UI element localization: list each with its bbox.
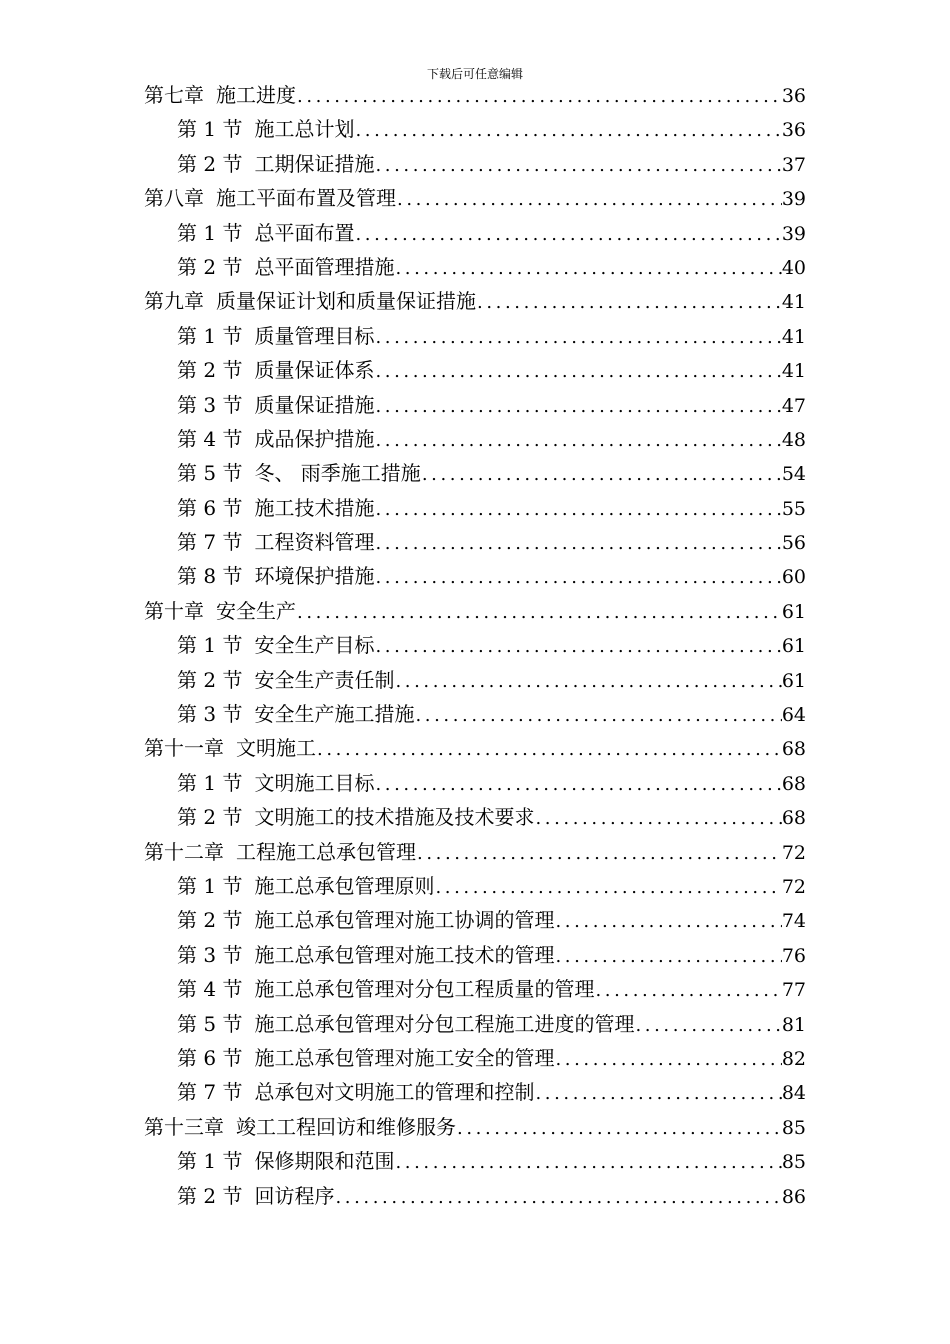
toc-page-number: 39: [781, 188, 806, 211]
toc-entry-title: 施工平面布置及管理: [216, 186, 396, 211]
toc-label-prefix: 第: [177, 1149, 197, 1174]
toc-entry-label: [177, 1041, 242, 1075]
toc-label-prefix: 第: [177, 942, 197, 967]
toc-dot-leader: [374, 149, 781, 183]
toc-label-number: 1: [203, 323, 217, 348]
toc-page-number: 55: [781, 497, 806, 520]
toc-label-suffix: 节: [222, 358, 243, 383]
toc-section-entry[interactable]: [144, 456, 806, 490]
toc-entry-label: [177, 663, 242, 697]
toc-label-suffix: 节: [222, 323, 243, 348]
toc-label-number: 2: [203, 1183, 217, 1208]
toc-dot-leader: [421, 458, 782, 492]
toc-entry-title: 安全生产: [216, 598, 296, 623]
toc-label-prefix: 第: [177, 323, 197, 348]
toc-dot-leader: [316, 733, 782, 767]
toc-label-suffix: 节: [222, 977, 243, 1002]
toc-label-number: 7: [203, 530, 217, 555]
toc-page-number: 36: [781, 85, 806, 107]
toc-label-suffix: 节: [222, 702, 243, 727]
toc-entry-title: 施工总承包管理对施工安全的管理: [254, 1045, 555, 1070]
toc-entry-title: 施工总计划: [254, 117, 355, 142]
toc-label-number: 2: [203, 805, 217, 830]
toc-page-number: 77: [781, 979, 806, 1002]
toc-entry-label: [177, 1075, 242, 1109]
toc-label-prefix: 第: [177, 1045, 197, 1070]
toc-label-prefix: 第: [177, 873, 197, 898]
toc-entry-title: 施工技术措施: [254, 495, 375, 520]
toc-label-prefix: 第: [177, 220, 197, 245]
toc-entry-label: [177, 903, 242, 937]
toc-label-suffix: 节: [222, 151, 243, 176]
toc-page-number: 54: [781, 463, 806, 486]
toc-entry-title: 质量保证措施: [254, 392, 375, 417]
toc-entry-title: 质量管理目标: [254, 323, 375, 348]
toc-entry-label: [177, 491, 242, 525]
toc-label-suffix: 节: [222, 117, 243, 142]
toc-section-entry[interactable]: [144, 697, 806, 731]
toc-entry-label: [177, 456, 242, 490]
toc-label-number: 6: [203, 495, 217, 520]
toc-section-entry[interactable]: [144, 491, 806, 525]
toc-entry-title: 安全生产施工措施: [254, 702, 415, 727]
toc-label-prefix: 第: [177, 254, 197, 279]
toc-label-prefix: 第: [177, 977, 197, 1002]
toc-entry-title: 工程施工总承包管理: [236, 839, 416, 864]
toc-entry-title: 成品保护措施: [254, 426, 375, 451]
toc-chapter-entry[interactable]: [144, 731, 806, 765]
toc-page-number: 85: [781, 1151, 806, 1174]
toc-label-suffix: 节: [222, 495, 243, 520]
toc-entry-label: [177, 766, 242, 800]
toc-label-prefix: 第: [177, 633, 197, 658]
toc-page-number: 84: [781, 1082, 806, 1105]
toc-label-suffix: 节: [222, 254, 243, 279]
toc-entry-title: 安全生产目标: [254, 633, 375, 658]
toc-label-number: 1: [203, 220, 217, 245]
toc-section-entry[interactable]: [144, 628, 806, 662]
toc-dot-leader: [354, 114, 781, 148]
toc-page-number: 68: [781, 807, 806, 830]
toc-page-number: 86: [781, 1185, 806, 1208]
toc-page-number: 36: [781, 119, 806, 142]
toc-label-number: 5: [203, 461, 217, 486]
toc-entry-label: [177, 559, 242, 593]
toc-entry-label: [177, 869, 242, 903]
toc-section-entry[interactable]: [144, 525, 806, 559]
toc-label-suffix: 节: [222, 1080, 243, 1105]
toc-label-number: 3: [203, 392, 217, 417]
toc-dot-leader: [394, 665, 781, 699]
toc-dot-leader: [374, 424, 781, 458]
toc-label-number: 2: [203, 908, 217, 933]
table-of-contents: [144, 78, 806, 1213]
toc-entry-label: 第八章: [144, 186, 204, 211]
toc-page-number: 40: [781, 256, 806, 279]
toc-entry-title: 安全生产责任制: [254, 667, 395, 692]
toc-page-number: 72: [781, 875, 806, 898]
toc-label-number: 1: [203, 873, 217, 898]
toc-page-number: 61: [781, 600, 806, 623]
toc-label-number: 1: [203, 117, 217, 142]
toc-label-prefix: 第: [177, 117, 197, 142]
toc-label-prefix: 第: [177, 770, 197, 795]
toc-dot-leader: [374, 561, 781, 595]
toc-entry-label: [177, 319, 242, 353]
toc-entry-title: 文明施工: [236, 736, 316, 761]
toc-dot-leader: [634, 1009, 781, 1043]
toc-entry-label: [177, 147, 242, 181]
toc-entry-title: 总平面管理措施: [254, 254, 395, 279]
toc-label-prefix: 第: [177, 530, 197, 555]
toc-dot-leader: [394, 252, 781, 286]
toc-label-prefix: 第: [177, 1183, 197, 1208]
toc-entry-title: 冬、 雨季施工措施: [254, 461, 421, 486]
toc-dot-leader: [414, 699, 781, 733]
toc-entry-title: 工期保证措施: [254, 151, 375, 176]
toc-dot-leader: [374, 355, 781, 389]
page-header: 下载后可任意编辑: [426, 67, 523, 81]
toc-label-prefix: 第: [177, 667, 197, 692]
toc-entry-label: [177, 972, 242, 1006]
toc-entry-label: 第十章: [144, 598, 204, 623]
toc-dot-leader: [374, 493, 781, 527]
toc-section-entry[interactable]: [144, 250, 806, 284]
toc-label-number: 7: [203, 1080, 217, 1105]
toc-section-entry[interactable]: [144, 559, 806, 593]
toc-dot-leader: [374, 768, 781, 802]
toc-page-number: 74: [781, 910, 806, 933]
toc-section-entry[interactable]: [144, 800, 806, 834]
toc-label-number: 1: [203, 1149, 217, 1174]
toc-entry-label: [177, 525, 242, 559]
toc-entry-title: 施工进度: [216, 83, 296, 107]
toc-page-number: 82: [781, 1047, 806, 1070]
toc-label-suffix: 节: [222, 873, 243, 898]
toc-label-number: 2: [203, 358, 217, 383]
toc-section-entry[interactable]: [144, 353, 806, 387]
toc-entry-title: 保修期限和范围: [254, 1149, 395, 1174]
toc-entry-label: [177, 112, 242, 146]
toc-entry-title: 施工总承包管理对分包工程施工进度的管理: [254, 1011, 635, 1036]
toc-entry-label: [177, 1179, 242, 1213]
toc-section-entry[interactable]: [144, 112, 806, 146]
toc-entry-title: 总平面布置: [254, 220, 355, 245]
toc-label-prefix: 第: [177, 1080, 197, 1105]
toc-entry-title: 质量保证计划和质量保证措施: [216, 289, 476, 314]
toc-entry-title: 施工总承包管理对分包工程质量的管理: [254, 977, 595, 1002]
toc-label-prefix: 第: [177, 564, 197, 589]
toc-label-number: 2: [203, 667, 217, 692]
toc-section-entry[interactable]: [144, 1075, 806, 1109]
toc-chapter-entry[interactable]: [144, 181, 806, 215]
toc-page-number: 61: [781, 635, 806, 658]
toc-page-number: 39: [781, 222, 806, 245]
toc-section-entry[interactable]: [144, 869, 806, 903]
toc-label-suffix: 节: [222, 1045, 243, 1070]
toc-label-number: 1: [203, 770, 217, 795]
toc-chapter-entry[interactable]: [144, 284, 806, 318]
toc-entry-title: 施工总承包管理原则: [254, 873, 435, 898]
toc-label-suffix: 节: [222, 530, 243, 555]
toc-page-number: 72: [781, 841, 806, 864]
toc-dot-leader: [334, 1181, 781, 1215]
toc-section-entry[interactable]: [144, 766, 806, 800]
toc-dot-leader: [554, 905, 781, 939]
toc-dot-leader: [396, 183, 782, 217]
toc-dot-leader: [534, 802, 781, 836]
toc-entry-title: 文明施工的技术措施及技术要求: [254, 805, 535, 830]
toc-label-prefix: 第: [177, 805, 197, 830]
toc-label-suffix: 节: [222, 1011, 243, 1036]
toc-section-entry[interactable]: [144, 938, 806, 972]
toc-label-prefix: 第: [177, 151, 197, 176]
toc-label-prefix: 第: [177, 1011, 197, 1036]
toc-page-number: 68: [781, 738, 806, 761]
toc-label-suffix: 节: [222, 805, 243, 830]
toc-page-number: 56: [781, 532, 806, 555]
toc-section-entry[interactable]: [144, 663, 806, 697]
toc-label-suffix: 节: [222, 770, 243, 795]
toc-page-number: 48: [781, 428, 806, 451]
toc-page-number: 41: [781, 360, 806, 383]
toc-label-prefix: 第: [177, 908, 197, 933]
toc-entry-title: 竣工工程回访和维修服务: [236, 1114, 456, 1139]
toc-chapter-entry[interactable]: [144, 1110, 806, 1144]
toc-dot-leader: [476, 286, 782, 320]
toc-label-number: 3: [203, 942, 217, 967]
toc-label-suffix: 节: [222, 392, 243, 417]
toc-label-suffix: 节: [222, 461, 243, 486]
toc-chapter-entry[interactable]: [144, 594, 806, 628]
toc-entry-label: [177, 353, 242, 387]
toc-dot-leader: [296, 596, 782, 630]
toc-entry-title: 环境保护措施: [254, 564, 375, 589]
toc-chapter-entry[interactable]: [144, 835, 806, 869]
toc-dot-leader: [354, 218, 781, 252]
toc-page-number: 37: [781, 153, 806, 176]
toc-entry-title: 质量保证体系: [254, 358, 375, 383]
toc-label-suffix: 节: [222, 908, 243, 933]
toc-label-prefix: 第: [177, 392, 197, 417]
toc-label-suffix: 节: [222, 667, 243, 692]
toc-label-number: 2: [203, 254, 217, 279]
toc-dot-leader: [394, 1146, 781, 1180]
toc-chapter-entry[interactable]: [144, 78, 806, 112]
toc-section-entry[interactable]: [144, 422, 806, 456]
toc-dot-leader: [554, 1043, 781, 1077]
toc-label-number: 4: [203, 977, 217, 1002]
toc-entry-label: [177, 800, 242, 834]
toc-label-number: 8: [203, 564, 217, 589]
toc-entry-label: [177, 628, 242, 662]
toc-section-entry[interactable]: [144, 1041, 806, 1075]
toc-label-prefix: 第: [177, 702, 197, 727]
toc-section-entry[interactable]: [144, 388, 806, 422]
toc-entry-label: 第十二章: [144, 839, 224, 864]
toc-section-entry[interactable]: [144, 903, 806, 937]
toc-dot-leader: [456, 1112, 782, 1146]
toc-entry-label: 第九章: [144, 289, 204, 314]
toc-entry-label: 第十三章: [144, 1114, 224, 1139]
toc-label-prefix: 第: [177, 461, 197, 486]
toc-label-number: 3: [203, 702, 217, 727]
toc-entry-label: [177, 1007, 242, 1041]
toc-dot-leader: [594, 974, 781, 1008]
toc-page-number: 60: [781, 566, 806, 589]
toc-label-suffix: 节: [222, 220, 243, 245]
toc-page-number: 41: [781, 291, 806, 314]
toc-entry-label: 第十一章: [144, 736, 224, 761]
toc-page-number: 61: [781, 669, 806, 692]
toc-entry-label: [177, 697, 242, 731]
toc-page-number: 81: [781, 1013, 806, 1036]
toc-section-entry[interactable]: [144, 1007, 806, 1041]
toc-page-number: 64: [781, 704, 806, 727]
toc-label-suffix: 节: [222, 564, 243, 589]
toc-page-number: 68: [781, 772, 806, 795]
toc-label-prefix: 第: [177, 358, 197, 383]
toc-section-entry[interactable]: [144, 147, 806, 181]
toc-label-suffix: 节: [222, 633, 243, 658]
toc-label-prefix: 第: [177, 495, 197, 520]
toc-label-number: 5: [203, 1011, 217, 1036]
toc-dot-leader: [416, 837, 782, 871]
toc-entry-label: [177, 1144, 242, 1178]
toc-entry-label: [177, 388, 242, 422]
toc-entry-title: 文明施工目标: [254, 770, 375, 795]
toc-dot-leader: [296, 80, 782, 114]
toc-dot-leader: [374, 390, 781, 424]
toc-section-entry[interactable]: [144, 1179, 806, 1213]
toc-entry-title: 工程资料管理: [254, 530, 375, 555]
toc-dot-leader: [374, 527, 781, 561]
toc-label-suffix: 节: [222, 1183, 243, 1208]
toc-entry-title: 施工总承包管理对施工协调的管理: [254, 908, 555, 933]
toc-entry-label: [177, 250, 242, 284]
toc-entry-title: 总承包对文明施工的管理和控制: [254, 1080, 535, 1105]
toc-entry-label: [177, 938, 242, 972]
toc-label-prefix: 第: [177, 426, 197, 451]
toc-dot-leader: [374, 321, 781, 355]
toc-label-suffix: 节: [222, 942, 243, 967]
toc-dot-leader: [554, 940, 781, 974]
toc-entry-label: 第七章: [144, 83, 204, 107]
toc-label-number: 6: [203, 1045, 217, 1070]
toc-page-number: 85: [781, 1116, 806, 1139]
toc-dot-leader: [374, 630, 781, 664]
toc-entry-title: 施工总承包管理对施工技术的管理: [254, 942, 555, 967]
toc-section-entry[interactable]: [144, 1144, 806, 1178]
toc-section-entry[interactable]: [144, 319, 806, 353]
toc-label-number: 2: [203, 151, 217, 176]
toc-section-entry[interactable]: [144, 216, 806, 250]
toc-label-number: 4: [203, 426, 217, 451]
toc-entry-title: 回访程序: [254, 1183, 335, 1208]
toc-entry-label: [177, 216, 242, 250]
toc-page-number: 76: [781, 944, 806, 967]
toc-dot-leader: [434, 871, 781, 905]
toc-label-suffix: 节: [222, 1149, 243, 1174]
toc-label-number: 1: [203, 633, 217, 658]
toc-label-suffix: 节: [222, 426, 243, 451]
toc-page-number: 47: [781, 394, 806, 417]
toc-dot-leader: [534, 1077, 781, 1111]
toc-page-number: 41: [781, 325, 806, 348]
toc-entry-label: [177, 422, 242, 456]
toc-section-entry[interactable]: [144, 972, 806, 1006]
